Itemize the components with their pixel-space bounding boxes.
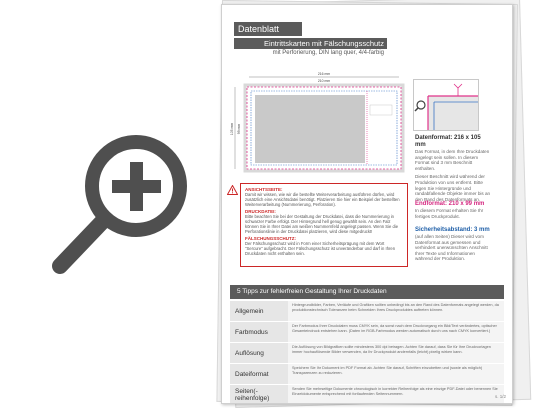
- tip-row: [230, 385, 504, 404]
- view-page-text: Damit wir wissen, wie wir die bestellte Weiterverarbeitung ausführen dürfen, wird zusätzlich eine Ansichtsdatei benötigt. Platzieren Sie hier ein Beispiel der bestellten Weiterverarbeitung (Nummerierung, Perforation).: [245, 192, 400, 207]
- zoom-in-icon[interactable]: [44, 118, 194, 278]
- tip-value: Der Farbmodus Ihrer Druckdaten muss CMYK sein, da sonst nach dem Druckvorgang ein Bild/Text verändertes, optischer Gesamteindruck entstehen kann. (Daten im RGB-Farbmodus werden automatisch durch uns nach CMYK konvertiert.): [288, 322, 504, 342]
- tips-title: 5 Tipps zur fehlerfreien Gestaltung Ihrer Druckdaten: [230, 285, 504, 299]
- bleed-text: Dieser Beschnitt wird während der Produktion von uns entfernt. Bitte legen Sie Hintergründe und randabfallende Objekte immer bis an den Rand des Datenformats an.: [415, 174, 491, 202]
- tip-key: Auflösung: [230, 343, 288, 363]
- tip-row: [230, 301, 504, 322]
- tip-value: Hintergrundbilder, Farben, Verläufe und Grafiken sollten unbedingt bis an den Rand des Datenformats angelegt werden, da produktionstechnisch Toleranzen beim Schneiden Ihres Druckproduktes auftreten können.: [288, 301, 504, 321]
- tip-value: Speichern Sie Ihr Dokument im PDF Format ab. Achten Sie darauf, Schriften einzubetten und (sowie als möglich) Transparenzen zu reduzieren.: [288, 364, 504, 384]
- print-file-text: Bitte beachten Sie bei der Gestaltung der Druckdatei, dass die Nummerierung in schwarzer Farbe erfolgt. Der Hintergrund hell genug gewählt sein. An den Falz können Sie in Ihrer Datei am weißen Nummernfeld angelegt passen. Wenn Sie die Perforationslinie in der Druckdatei platzieren, wird diese mitgedruckt!: [245, 214, 399, 234]
- forgery-protection-text: Der Fälschungsschutz wird in Form einer Sicherheitsprägung mit dem Wort "Sercure" aufgebracht. Der Fälschungsschutz ist unveränderbar und darf in Ihren Druckdaten nicht enthalten sein.: [245, 241, 396, 256]
- tip-key: Dateiformat: [230, 364, 288, 384]
- tips-table: [230, 301, 504, 404]
- dieline-graphic: [227, 65, 405, 175]
- doc-title: Eintrittskarten mit Fälschungsschutz: [234, 38, 387, 49]
- dim-width-inner: 210 mm: [317, 79, 331, 83]
- safety-margin-text: (auf allen Seiten) Dieser wird vom Datenformat aus gemessen und verhindert unerwünschten Anschnitt Ihrer Texte und Informationen während der Produktion.: [415, 234, 488, 262]
- corner-detail-image: [413, 79, 479, 131]
- tip-row: [230, 343, 504, 364]
- dim-height: 105 mm: [230, 122, 234, 136]
- print-file-heading: DRUCKDATEI:: [245, 209, 276, 214]
- doc-label: Datenblatt: [234, 22, 302, 36]
- tip-key: Farbmodus: [230, 322, 288, 342]
- data-format-text: Das Format, in dem Ihre Druckdaten angelegt sein sollen. In diesem Format sind 3 mm Beschnitt enthalten.: [415, 149, 490, 171]
- page-number: s. 1/2: [494, 394, 506, 399]
- side-info-data-format: [415, 135, 493, 202]
- view-page-heading: ANSICHTSSEITE:: [245, 187, 283, 192]
- tip-value: Die Auflösung von Bildgrafiken sollte mindestens 300 dpi betragen. Achten Sie darauf, dass Sie für Ihre Druckvorlagen immer hochauflösende Bilder verwenden, da Ihr Druckprodukt andernfalls (leicht) pixelig wirken kann.: [288, 343, 504, 363]
- safety-margin-heading: Sicherheitsabstand: 3 mm: [415, 227, 490, 233]
- dim-width: 216 mm: [317, 72, 331, 76]
- tip-value: Senden Sie mehrseitige Dokumente chronologisch in korrekter Reihenfolge als eine einzige PDF-Datei oder benennen Sie Einzeldokumente entsprechend mit fortlaufenden Seitennummern.: [288, 385, 504, 404]
- tip-row: [230, 322, 504, 343]
- side-info-end-format: [415, 201, 493, 219]
- forgery-protection-heading: FÄLSCHUNGSSCHUTZ:: [245, 236, 296, 241]
- end-format-heading: Endformat: 210 x 99 mm: [415, 201, 485, 207]
- datasheet-preview[interactable]: [221, 4, 513, 404]
- end-format-text: In diesem Format erhalten Sie Ihr fertiges Druckprodukt.: [415, 208, 484, 219]
- doc-subtitle: mit Perforierung, DIN lang quer, 4/4-farbig: [272, 50, 384, 56]
- dim-height-inner: 99 mm: [237, 123, 241, 135]
- tip-key: Allgemein: [230, 301, 288, 321]
- warning-box: [240, 183, 408, 267]
- side-info-safety-margin: [415, 227, 493, 262]
- tip-row: [230, 364, 504, 385]
- tip-key: Seiten(-reihenfolge): [230, 385, 288, 404]
- warning-icon: [227, 185, 238, 195]
- data-format-heading: Datenformat: 216 x 105 mm: [415, 135, 481, 148]
